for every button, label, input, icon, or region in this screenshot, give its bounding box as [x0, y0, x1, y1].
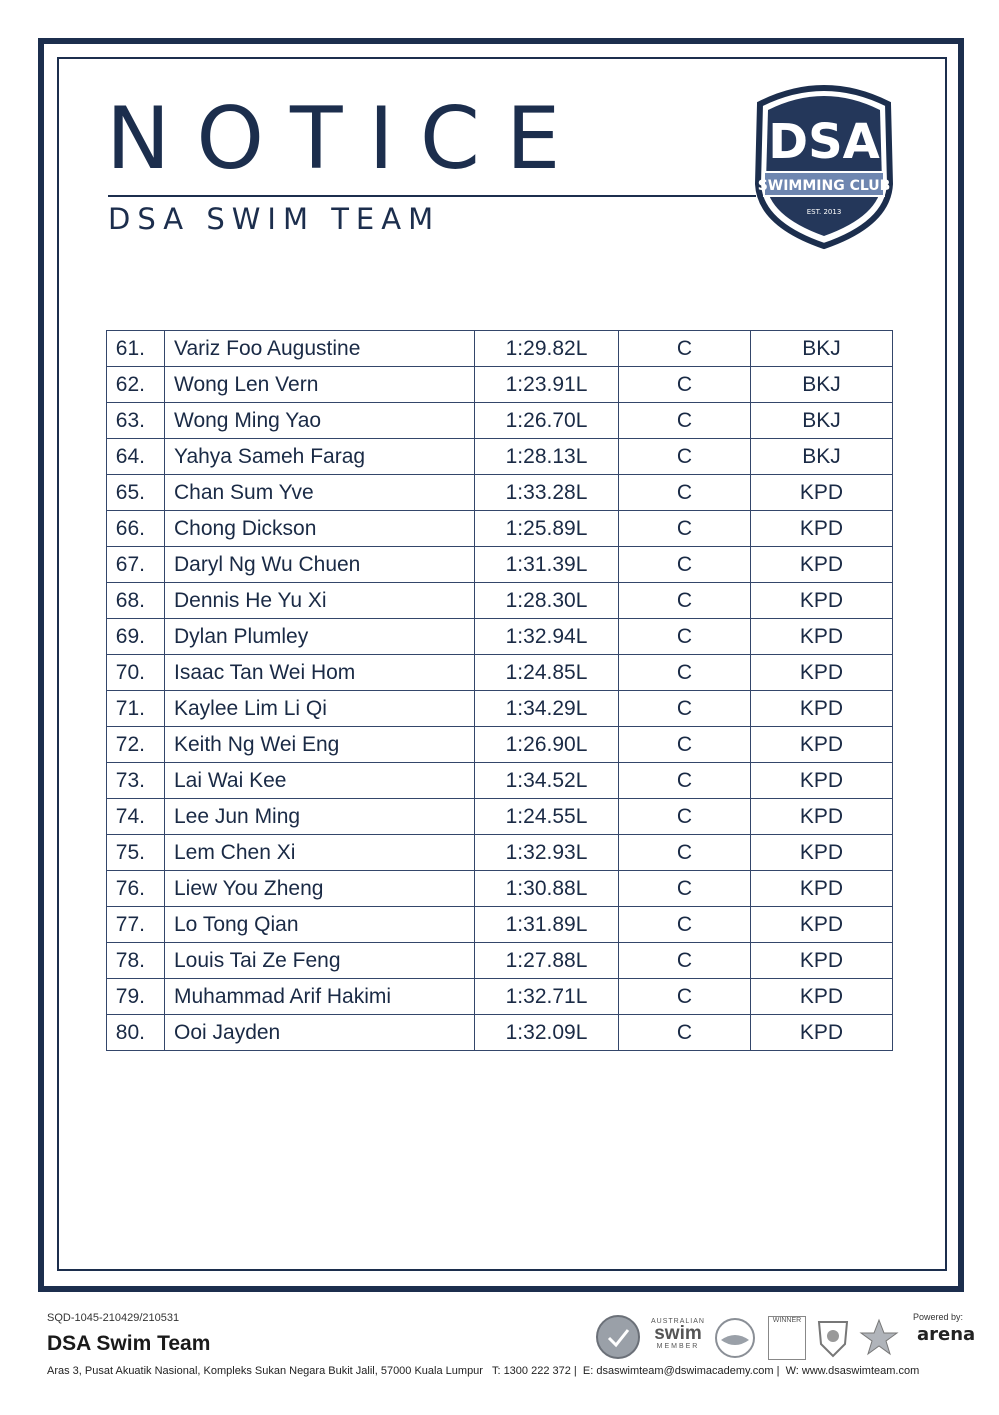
swimmer-name: Liew You Zheng	[165, 871, 475, 907]
row-number: 80.	[107, 1015, 165, 1051]
swimmer-name: Wong Ming Yao	[165, 403, 475, 439]
qualifying-time: 1:27.88L	[475, 943, 619, 979]
row-number: 61.	[107, 331, 165, 367]
crest-award-icon	[815, 1316, 851, 1360]
qualifying-time: 1:34.29L	[475, 691, 619, 727]
category: C	[619, 871, 751, 907]
swimmer-name: Chan Sum Yve	[165, 475, 475, 511]
star-award-icon	[859, 1316, 899, 1360]
swimmer-name: Isaac Tan Wei Hom	[165, 655, 475, 691]
arena-logo: arena	[917, 1324, 976, 1345]
table-row	[107, 475, 893, 511]
category: C	[619, 367, 751, 403]
swimmer-name: Dylan Plumley	[165, 619, 475, 655]
swimmer-name: Ooi Jayden	[165, 1015, 475, 1051]
table-row	[107, 691, 893, 727]
document-code: SQD-1045-210429/210531	[47, 1312, 180, 1324]
row-number: 68.	[107, 583, 165, 619]
row-number: 79.	[107, 979, 165, 1015]
category: C	[619, 727, 751, 763]
certified-badge-icon	[713, 1316, 757, 1360]
table-row	[107, 619, 893, 655]
organisation-name: DSA Swim Team	[47, 1332, 211, 1355]
phone-text: T: 1300 222 372	[491, 1365, 571, 1377]
notice-subtitle: DSA SWIM TEAM	[108, 202, 441, 236]
swimmer-name: Kaylee Lim Li Qi	[165, 691, 475, 727]
qualifying-time: 1:24.85L	[475, 655, 619, 691]
row-number: 62.	[107, 367, 165, 403]
swimmer-name: Lo Tong Qian	[165, 907, 475, 943]
logo-main-text: DSA	[768, 114, 880, 170]
venue-code: KPD	[751, 763, 893, 799]
category: C	[619, 403, 751, 439]
qualifying-time: 1:30.88L	[475, 871, 619, 907]
table-row	[107, 547, 893, 583]
row-number: 77.	[107, 907, 165, 943]
category: C	[619, 979, 751, 1015]
category: C	[619, 331, 751, 367]
swimmer-name: Keith Ng Wei Eng	[165, 727, 475, 763]
table-row	[107, 403, 893, 439]
swimmer-name: Lee Jun Ming	[165, 799, 475, 835]
venue-code: KPD	[751, 907, 893, 943]
qualifying-time: 1:34.52L	[475, 763, 619, 799]
powered-by-label: Powered by:	[913, 1312, 964, 1322]
address-text: Aras 3, Pusat Akuatik Nasional, Kompleks Sukan Negara Bukit Jalil, 57000 Kuala Lumpur	[47, 1365, 483, 1377]
swimmer-name: Lai Wai Kee	[165, 763, 475, 799]
qualifying-time: 1:32.94L	[475, 619, 619, 655]
table-row	[107, 763, 893, 799]
category: C	[619, 583, 751, 619]
swimmer-name: Dennis He Yu Xi	[165, 583, 475, 619]
row-number: 64.	[107, 439, 165, 475]
row-number: 76.	[107, 871, 165, 907]
accreditation-seal-icon	[595, 1314, 641, 1360]
table-row	[107, 799, 893, 835]
category: C	[619, 799, 751, 835]
venue-code: KPD	[751, 547, 893, 583]
venue-code: KPD	[751, 475, 893, 511]
swim-badge-main: swim	[654, 1323, 702, 1344]
category: C	[619, 439, 751, 475]
table-row	[107, 439, 893, 475]
category: C	[619, 511, 751, 547]
venue-code: KPD	[751, 511, 893, 547]
row-number: 66.	[107, 511, 165, 547]
winner-award-badge	[768, 1316, 806, 1360]
row-number: 65.	[107, 475, 165, 511]
category: C	[619, 691, 751, 727]
row-number: 71.	[107, 691, 165, 727]
row-number: 69.	[107, 619, 165, 655]
swimmer-name: Lem Chen Xi	[165, 835, 475, 871]
category: C	[619, 655, 751, 691]
category: C	[619, 763, 751, 799]
venue-code: KPD	[751, 727, 893, 763]
category: C	[619, 475, 751, 511]
table-row	[107, 907, 893, 943]
accreditation-badges	[595, 1312, 976, 1362]
venue-code: KPD	[751, 1015, 893, 1051]
notice-title: NOTICE	[106, 89, 587, 189]
row-number: 75.	[107, 835, 165, 871]
title-divider	[108, 195, 756, 197]
row-number: 72.	[107, 727, 165, 763]
category: C	[619, 547, 751, 583]
table-row	[107, 511, 893, 547]
venue-code: BKJ	[751, 367, 893, 403]
table-row	[107, 655, 893, 691]
category: C	[619, 835, 751, 871]
table-row	[107, 331, 893, 367]
row-number: 74.	[107, 799, 165, 835]
qualifying-time: 1:25.89L	[475, 511, 619, 547]
logo-banner-text: SWIMMING CLUB	[757, 178, 891, 194]
qualifying-time: 1:32.09L	[475, 1015, 619, 1051]
table-row	[107, 835, 893, 871]
qualifying-time: 1:32.71L	[475, 979, 619, 1015]
table-row	[107, 727, 893, 763]
venue-code: KPD	[751, 691, 893, 727]
row-number: 63.	[107, 403, 165, 439]
qualifying-time: 1:28.13L	[475, 439, 619, 475]
venue-code: KPD	[751, 583, 893, 619]
qualifying-time: 1:26.90L	[475, 727, 619, 763]
swim-badge-top: AUSTRALIAN	[651, 1318, 705, 1325]
qualifying-time: 1:31.39L	[475, 547, 619, 583]
logo-est-text: EST. 2013	[806, 208, 842, 216]
venue-code: KPD	[751, 979, 893, 1015]
qualifying-time: 1:31.89L	[475, 907, 619, 943]
swimmer-name: Muhammad Arif Hakimi	[165, 979, 475, 1015]
table-row	[107, 583, 893, 619]
qualifying-time: 1:28.30L	[475, 583, 619, 619]
venue-code: KPD	[751, 943, 893, 979]
swimmer-name: Daryl Ng Wu Chuen	[165, 547, 475, 583]
category: C	[619, 619, 751, 655]
table-row	[107, 1015, 893, 1051]
email-text: E: dsaswimteam@dswimacademy.com	[582, 1365, 774, 1377]
swim-badge-bottom: MEMBER	[656, 1343, 700, 1350]
row-number: 78.	[107, 943, 165, 979]
winner-badge-text: WINNER	[772, 1317, 802, 1324]
table-row	[107, 943, 893, 979]
category: C	[619, 907, 751, 943]
swimmer-name: Louis Tai Ze Feng	[165, 943, 475, 979]
venue-code: BKJ	[751, 403, 893, 439]
qualifying-time: 1:26.70L	[475, 403, 619, 439]
category: C	[619, 943, 751, 979]
row-number: 67.	[107, 547, 165, 583]
table-row	[107, 871, 893, 907]
row-number: 70.	[107, 655, 165, 691]
venue-code: BKJ	[751, 331, 893, 367]
venue-code: KPD	[751, 619, 893, 655]
qualifying-time: 1:33.28L	[475, 475, 619, 511]
qualifying-time: 1:24.55L	[475, 799, 619, 835]
contact-line: Aras 3, Pusat Akuatik Nasional, Kompleks Sukan Negara Bukit Jalil, 57000 Kuala Lumpur T: 1300 222 372 | E: dsaswimteam@dswimacademy.com | W: www.dsaswimteam.com	[47, 1365, 920, 1377]
venue-code: KPD	[751, 655, 893, 691]
australian-swim-badge	[649, 1318, 707, 1350]
swimmer-name: Yahya Sameh Farag	[165, 439, 475, 475]
swimmer-table	[106, 330, 893, 1051]
row-number: 73.	[107, 763, 165, 799]
venue-code: KPD	[751, 871, 893, 907]
qualifying-time: 1:29.82L	[475, 331, 619, 367]
table-row	[107, 367, 893, 403]
dsa-swimming-club-logo	[750, 74, 898, 250]
category: C	[619, 1015, 751, 1051]
qualifying-time: 1:32.93L	[475, 835, 619, 871]
swimmer-name: Variz Foo Augustine	[165, 331, 475, 367]
swimmer-name: Chong Dickson	[165, 511, 475, 547]
qualifying-time: 1:23.91L	[475, 367, 619, 403]
venue-code: KPD	[751, 799, 893, 835]
website-text: W: www.dsaswimteam.com	[785, 1365, 920, 1377]
venue-code: KPD	[751, 835, 893, 871]
table-row	[107, 979, 893, 1015]
swimmer-name: Wong Len Vern	[165, 367, 475, 403]
venue-code: BKJ	[751, 439, 893, 475]
